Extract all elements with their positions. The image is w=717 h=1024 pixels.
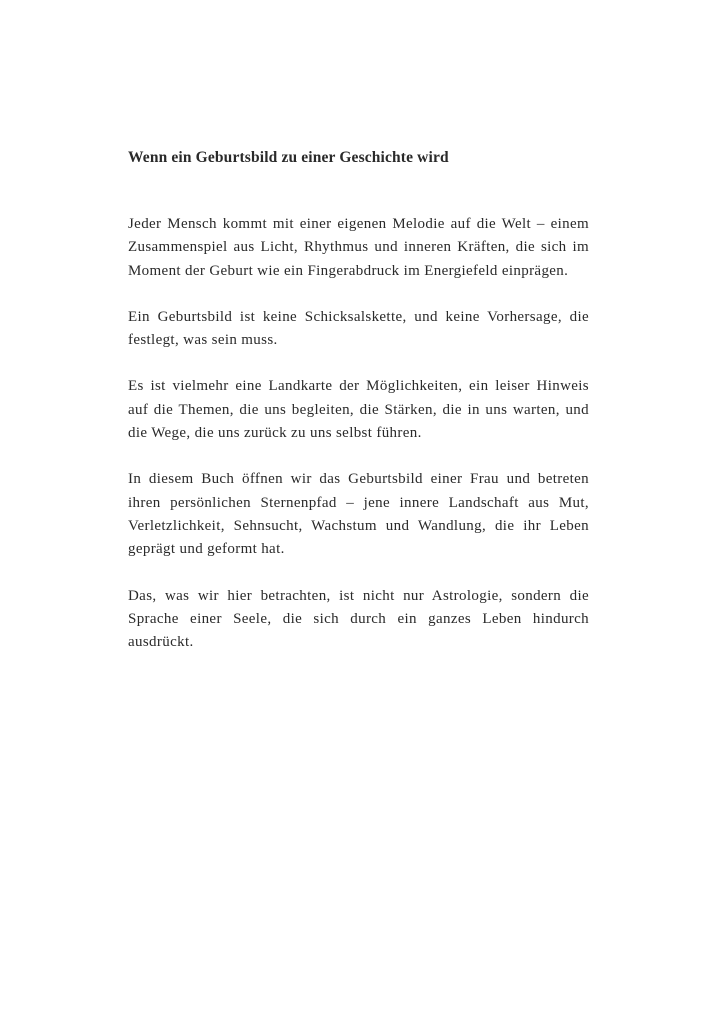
paragraph-4: In diesem Buch öffnen wir das Geburtsbild einer Frau und betreten ihren persönlichen Sternenpfad – jene innere Landschaft aus Mut, Verletzlichkeit, Sehnsucht, Wachstum und Wandlung, die ihr Leben geprägt und geformt hat.	[128, 471, 589, 558]
paragraph-1: Jeder Mensch kommt mit einer eigenen Melodie auf die Welt – einem Zusammenspiel aus Licht, Rhythmus und inneren Kräften, die sich im Moment der Geburt wie ein Fingerabdruck im Energiefeld einprägen.	[128, 216, 589, 279]
document-body	[128, 146, 589, 654]
paragraph-5: Das, was wir hier betrachten, ist nicht nur Astrologie, sondern die Sprache einer Seele, die sich durch ein ganzes Leben hindurch ausdrückt.	[128, 587, 589, 651]
paragraph-2: Ein Geburtsbild ist keine Schicksalskette, und keine Vorhersage, die festlegt, was sein muss.	[128, 308, 589, 349]
page-title: Wenn ein Geburtsbild zu einer Geschichte wird	[128, 149, 449, 166]
paragraph-3: Es ist vielmehr eine Landkarte der Möglichkeiten, ein leiser Hinweis auf die Themen, die uns begleiten, die Stärken, die in uns warten, und die Wege, die uns zurück zu uns selbst führen.	[128, 378, 589, 442]
